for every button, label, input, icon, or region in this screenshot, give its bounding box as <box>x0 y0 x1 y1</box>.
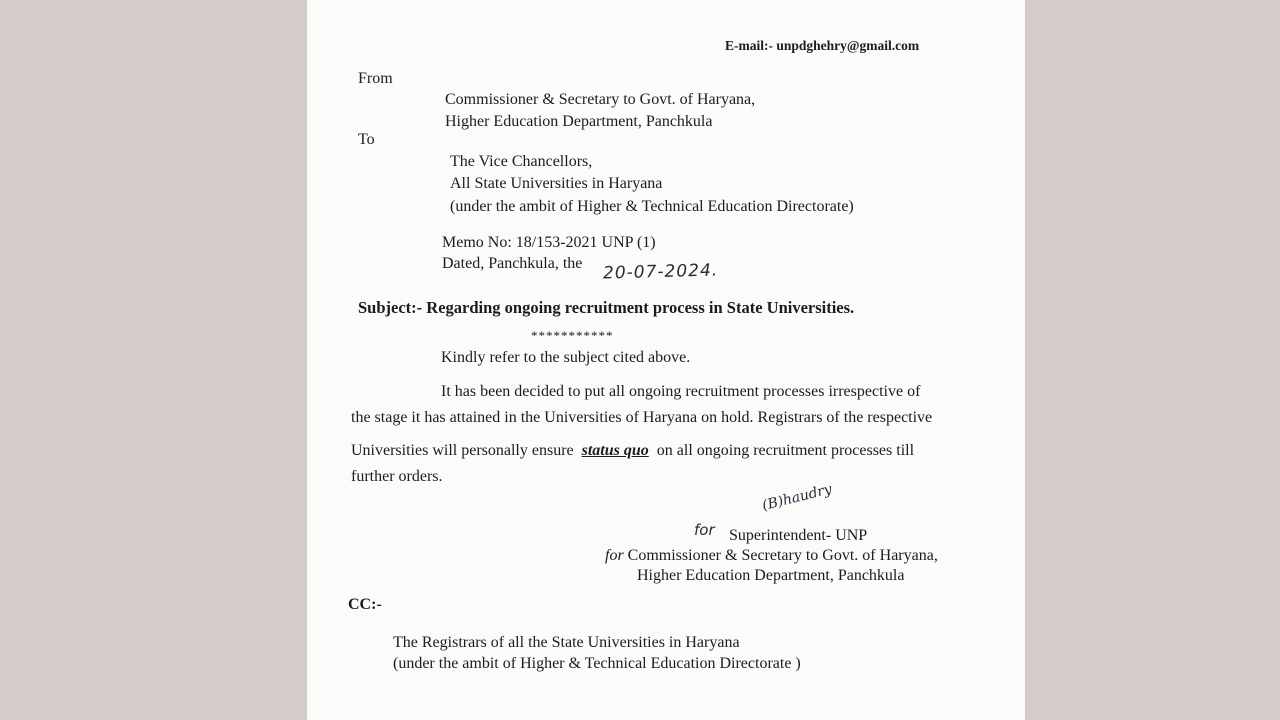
signatory-line-3: Higher Education Department, Panchkula <box>637 567 905 584</box>
cc-line-1: The Registrars of all the State Universities in Haryana <box>393 634 740 651</box>
memo-dated-label: Dated, Panchkula, the <box>442 255 583 272</box>
signatory-line-2 <box>605 546 938 566</box>
memo-number: Memo No: 18/153-2021 UNP (1) <box>442 234 656 251</box>
body-line-3-start: Universities will personally ensure <box>351 442 574 459</box>
signatory-for: for <box>605 547 624 564</box>
to-label: To <box>358 131 375 148</box>
to-line-3: (under the ambit of Higher & Technical Education Directorate) <box>450 198 854 215</box>
subject-line: Subject:- Regarding ongoing recruitment process in State Universities. <box>358 298 855 317</box>
body-paragraph-2-line-4: further orders. <box>351 468 443 485</box>
body-paragraph-2-line-3 <box>351 441 914 461</box>
from-line-2: Higher Education Department, Panchkula <box>445 113 713 130</box>
handwritten-date: 20-07-2024. <box>602 260 719 284</box>
header-email: E-mail:- unpdghehry@gmail.com <box>725 38 920 53</box>
signatory-title: Superintendent- UNP <box>729 527 868 544</box>
body-paragraph-2-line-2: the stage it has attained in the Universities of Haryana on hold. Registrars of the respective <box>351 409 933 426</box>
handwritten-signature: (B)haudry <box>760 481 834 515</box>
handwritten-for-mark: for <box>694 521 715 539</box>
signatory-role: Commissioner & Secretary to Govt. of Haryana, <box>627 547 938 564</box>
body-line-3-end: on all ongoing recruitment processes till <box>656 442 915 459</box>
to-line-1: The Vice Chancellors, <box>450 153 593 170</box>
body-paragraph-2-line-1: It has been decided to put all ongoing recruitment processes irrespective of <box>441 383 921 400</box>
cc-label: CC:- <box>348 596 382 613</box>
cc-line-2: (under the ambit of Higher & Technical Education Directorate ) <box>393 655 801 672</box>
status-quo-emphasis: status quo <box>581 442 649 459</box>
letter-page <box>307 0 1025 720</box>
separator-stars: *********** <box>531 328 614 343</box>
body-paragraph-1: Kindly refer to the subject cited above. <box>441 349 691 366</box>
from-label: From <box>358 70 393 87</box>
from-line-1: Commissioner & Secretary to Govt. of Haryana, <box>445 91 756 108</box>
to-line-2: All State Universities in Haryana <box>450 175 663 192</box>
